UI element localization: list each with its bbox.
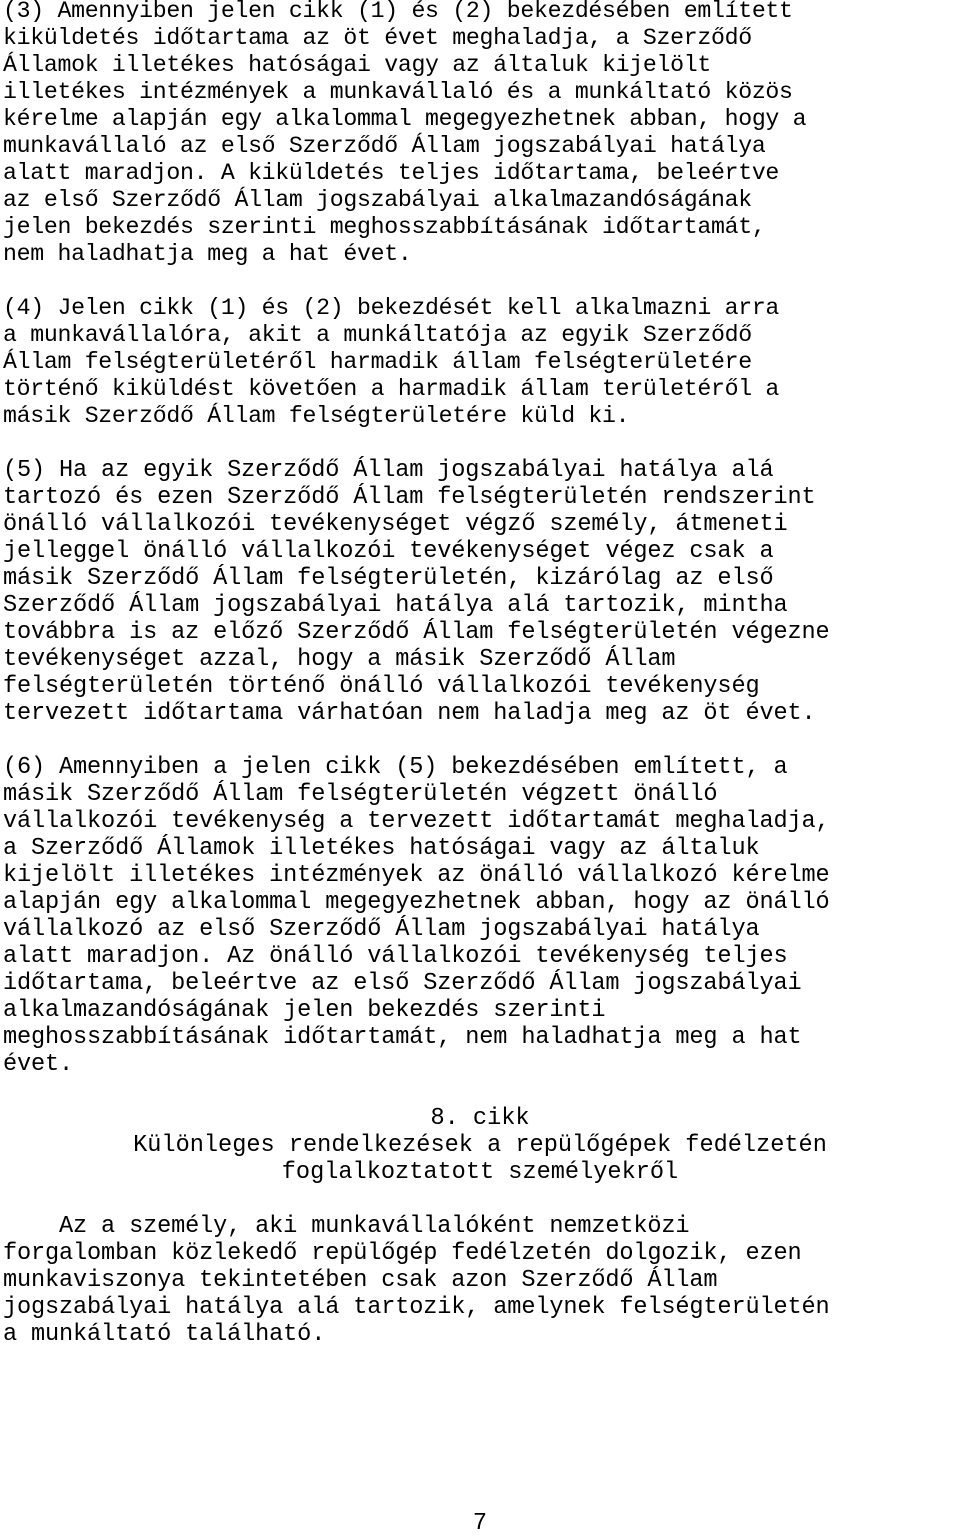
paragraph-line: alkalmazandóságának jelen bekezdés szerinti xyxy=(3,997,606,1024)
paragraph-line: másik Szerződő Állam felségterületén végzett önálló xyxy=(3,781,718,808)
paragraph-line: a Szerződő Államok illetékes hatóságai vagy az általuk xyxy=(3,835,760,862)
paragraph-line: felségterületén történő önálló vállalkozói tevékenység xyxy=(3,673,760,700)
paragraph-line: továbbra is az előző Szerződő Állam felségterületén végezne xyxy=(3,619,830,646)
article-number: 8. cikk xyxy=(430,1105,530,1132)
paragraph-line: másik Szerződő Állam felségterületére küld ki. xyxy=(3,403,630,429)
article-title-line: foglalkoztatott személyekről xyxy=(281,1159,679,1186)
paragraph-line: kijelölt illetékes intézmények az önálló vállalkozó kérelme xyxy=(3,862,830,889)
paragraph-line: a munkavállalóra, akit a munkáltatója az egyik Szerződő xyxy=(3,322,752,348)
paragraph-line: vállalkozói tevékenység a tervezett időtartamát meghaladja, xyxy=(3,808,830,835)
paragraph-line: (5) Ha az egyik Szerződő Állam jogszabályai hatálya alá xyxy=(3,457,774,484)
paragraph-line: meghosszabbításának időtartamát, nem haladhatja meg a hat xyxy=(3,1024,802,1051)
paragraph-line: alatt maradjon. A kiküldetés teljes időtartama, beleértve xyxy=(3,160,780,186)
paragraph-line: az első Szerződő Állam jogszabályai alkalmazandóságának xyxy=(3,187,752,213)
paragraph-line: Államok illetékes hatóságai vagy az általuk kijelölt xyxy=(3,52,711,78)
paragraph-line: évet. xyxy=(3,1051,74,1078)
paragraph-line: (4) Jelen cikk (1) és (2) bekezdését kell alkalmazni arra xyxy=(3,295,780,321)
paragraph-line: Állam felségterületéről harmadik állam felségterületére xyxy=(3,349,752,375)
paragraph-line: tartozó és ezen Szerződő Állam felségterületén rendszerint xyxy=(3,484,816,511)
paragraph-line: Az a személy, aki munkavállalóként nemzetközi xyxy=(3,1213,690,1240)
paragraph-line: tevékenységet azzal, hogy a másik Szerződő Állam xyxy=(3,646,676,673)
paragraph-line: alatt maradjon. Az önálló vállalkozói tevékenység teljes xyxy=(3,943,788,970)
paragraph-line: munkaviszonya tekintetében csak azon Szerződő Állam xyxy=(3,1267,718,1294)
paragraph-line: kiküldetés időtartama az öt évet meghaladja, a Szerződő xyxy=(3,25,752,51)
paragraph-line: Szerződő Állam jogszabályai hatálya alá tartozik, mintha xyxy=(3,592,788,619)
paragraph-line: történő kiküldést követően a harmadik állam területéről a xyxy=(3,376,780,402)
paragraph-line: (6) Amennyiben a jelen cikk (5) bekezdésében említett, a xyxy=(3,754,788,781)
paragraph-line: (3) Amennyiben jelen cikk (1) és (2) bekezdésében említett xyxy=(3,0,793,24)
paragraph-line: forgalomban közlekedő repülőgép fedélzetén dolgozik, ezen xyxy=(3,1240,802,1267)
paragraph-line: jelen bekezdés szerinti meghosszabbításának időtartamát, xyxy=(3,214,766,240)
paragraph-line: nem haladhatja meg a hat évet. xyxy=(3,241,412,267)
paragraph-line: önálló vállalkozói tevékenységet végző személy, átmeneti xyxy=(3,511,788,538)
paragraph-line: vállalkozó az első Szerződő Állam jogszabályai hatálya xyxy=(3,916,760,943)
paragraph-line: illetékes intézmények a munkavállaló és a munkáltató közös xyxy=(3,79,793,105)
article-title-line: Különleges rendelkezések a repülőgépek fedélzetén xyxy=(133,1132,827,1159)
paragraph-line: alapján egy alkalommal megegyezhetnek abban, hogy az önálló xyxy=(3,889,830,916)
paragraph-line: a munkáltató található. xyxy=(3,1321,326,1348)
page-number: 7 xyxy=(472,1510,488,1537)
paragraph-line: munkavállaló az első Szerződő Állam jogszabályai hatálya xyxy=(3,133,766,159)
paragraph-line: jogszabályai hatálya alá tartozik, amelynek felségterületén xyxy=(3,1294,830,1321)
paragraph-line: másik Szerződő Állam felségterületén, kizárólag az első xyxy=(3,565,774,592)
paragraph-line: jelleggel önálló vállalkozói tevékenységet végez csak a xyxy=(3,538,774,565)
paragraph-line: kérelme alapján egy alkalommal megegyezhetnek abban, hogy a xyxy=(3,106,807,132)
paragraph-line: időtartama, beleértve az első Szerződő Állam jogszabályai xyxy=(3,970,802,997)
paragraph-line: tervezett időtartama várhatóan nem haladja meg az öt évet. xyxy=(3,700,816,727)
